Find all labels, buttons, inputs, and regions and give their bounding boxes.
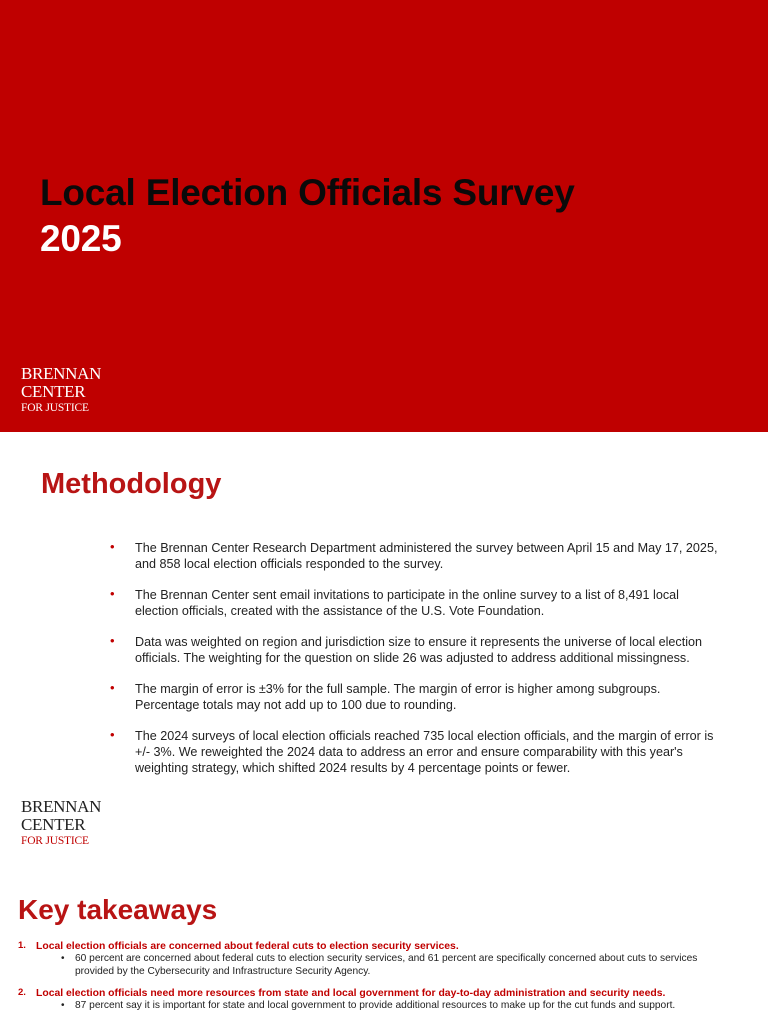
logo-line-2: CENTER bbox=[21, 815, 86, 834]
methodology-bullet-list bbox=[110, 540, 720, 791]
bullet-dot-icon: • bbox=[110, 727, 115, 742]
methodology-bullet bbox=[110, 540, 720, 572]
detail-text: 60 percent are concerned about federal cuts to election security services, and 61 percent are specifically concerned about cuts to services provided by the Cybersecurity and Infrastructure Security Agency. bbox=[75, 953, 698, 977]
title-line-1: Local Election Officials Survey bbox=[40, 172, 575, 213]
bullet-dot-icon: • bbox=[61, 1000, 65, 1011]
methodology-slide bbox=[0, 432, 768, 864]
methodology-bullet bbox=[110, 728, 720, 776]
key-takeaways-slide bbox=[0, 864, 768, 1024]
detail-text: 87 percent say it is important for state and local government to provide additional resources to make up for the cut funds and support. bbox=[75, 1000, 676, 1011]
bullet-dot-icon: • bbox=[110, 633, 115, 648]
logo-line-1: BRENNAN bbox=[21, 797, 102, 816]
bullet-dot-icon: • bbox=[110, 680, 115, 695]
brennan-center-logo bbox=[21, 798, 101, 848]
bullet-dot-icon: • bbox=[110, 539, 115, 554]
logo-line-2: CENTER bbox=[21, 382, 86, 401]
key-takeaways-heading: Key takeaways bbox=[18, 894, 218, 925]
takeaway-number: 1. bbox=[18, 940, 26, 951]
slide-title bbox=[40, 170, 740, 262]
logo-line-3: FOR JUSTICE bbox=[21, 402, 89, 414]
takeaways-list bbox=[18, 940, 718, 1022]
takeaway-detail bbox=[61, 1000, 718, 1013]
bullet-text: The Brennan Center sent email invitations to participate in the online survey to a list of 8,491 local election officials, created with the assistance of the U.S. Vote Foundation. bbox=[135, 588, 679, 618]
takeaway-details bbox=[61, 953, 718, 978]
logo-line-1: BRENNAN bbox=[21, 364, 102, 383]
methodology-bullet bbox=[110, 634, 720, 666]
title-line-2: 2025 bbox=[40, 218, 122, 259]
takeaway-headline: Local election officials need more resources from state and local government for day-to-day administration and security needs. bbox=[36, 988, 666, 999]
methodology-bullet bbox=[110, 681, 720, 713]
takeaway-item bbox=[18, 987, 718, 1013]
bullet-text: The 2024 surveys of local election officials reached 735 local election officials, and the margin of error is +/- 3%. We reweighted the 2024 data to address an error and ensure comparability with this year's weighting strategy, which shifted 2024 results by 4 percentage points or fewer. bbox=[135, 729, 714, 775]
bullet-text: Data was weighted on region and jurisdiction size to ensure it represents the universe of local election officials. The weighting for the question on slide 26 was adjusted to address additional missingness. bbox=[135, 635, 703, 665]
bullet-dot-icon: • bbox=[61, 953, 65, 964]
takeaway-item bbox=[18, 940, 718, 978]
bullet-dot-icon: • bbox=[110, 586, 115, 601]
takeaway-number: 2. bbox=[18, 987, 26, 998]
bullet-text: The Brennan Center Research Department administered the survey between April 15 and May 17, 2025, and 858 local election officials responded to the survey. bbox=[135, 541, 718, 571]
brennan-center-logo bbox=[21, 365, 101, 415]
logo-line-3: FOR JUSTICE bbox=[21, 835, 89, 847]
bullet-text: The margin of error is ±3% for the full sample. The margin of error is higher among subgroups. Percentage totals may not add up to 100 due to rounding. bbox=[135, 682, 661, 712]
takeaway-detail bbox=[61, 953, 718, 978]
methodology-bullet bbox=[110, 587, 720, 619]
takeaway-headline: Local election officials are concerned about federal cuts to election security services. bbox=[36, 941, 459, 952]
methodology-heading: Methodology bbox=[41, 468, 222, 500]
title-slide bbox=[0, 0, 768, 432]
takeaway-details bbox=[61, 1000, 718, 1013]
